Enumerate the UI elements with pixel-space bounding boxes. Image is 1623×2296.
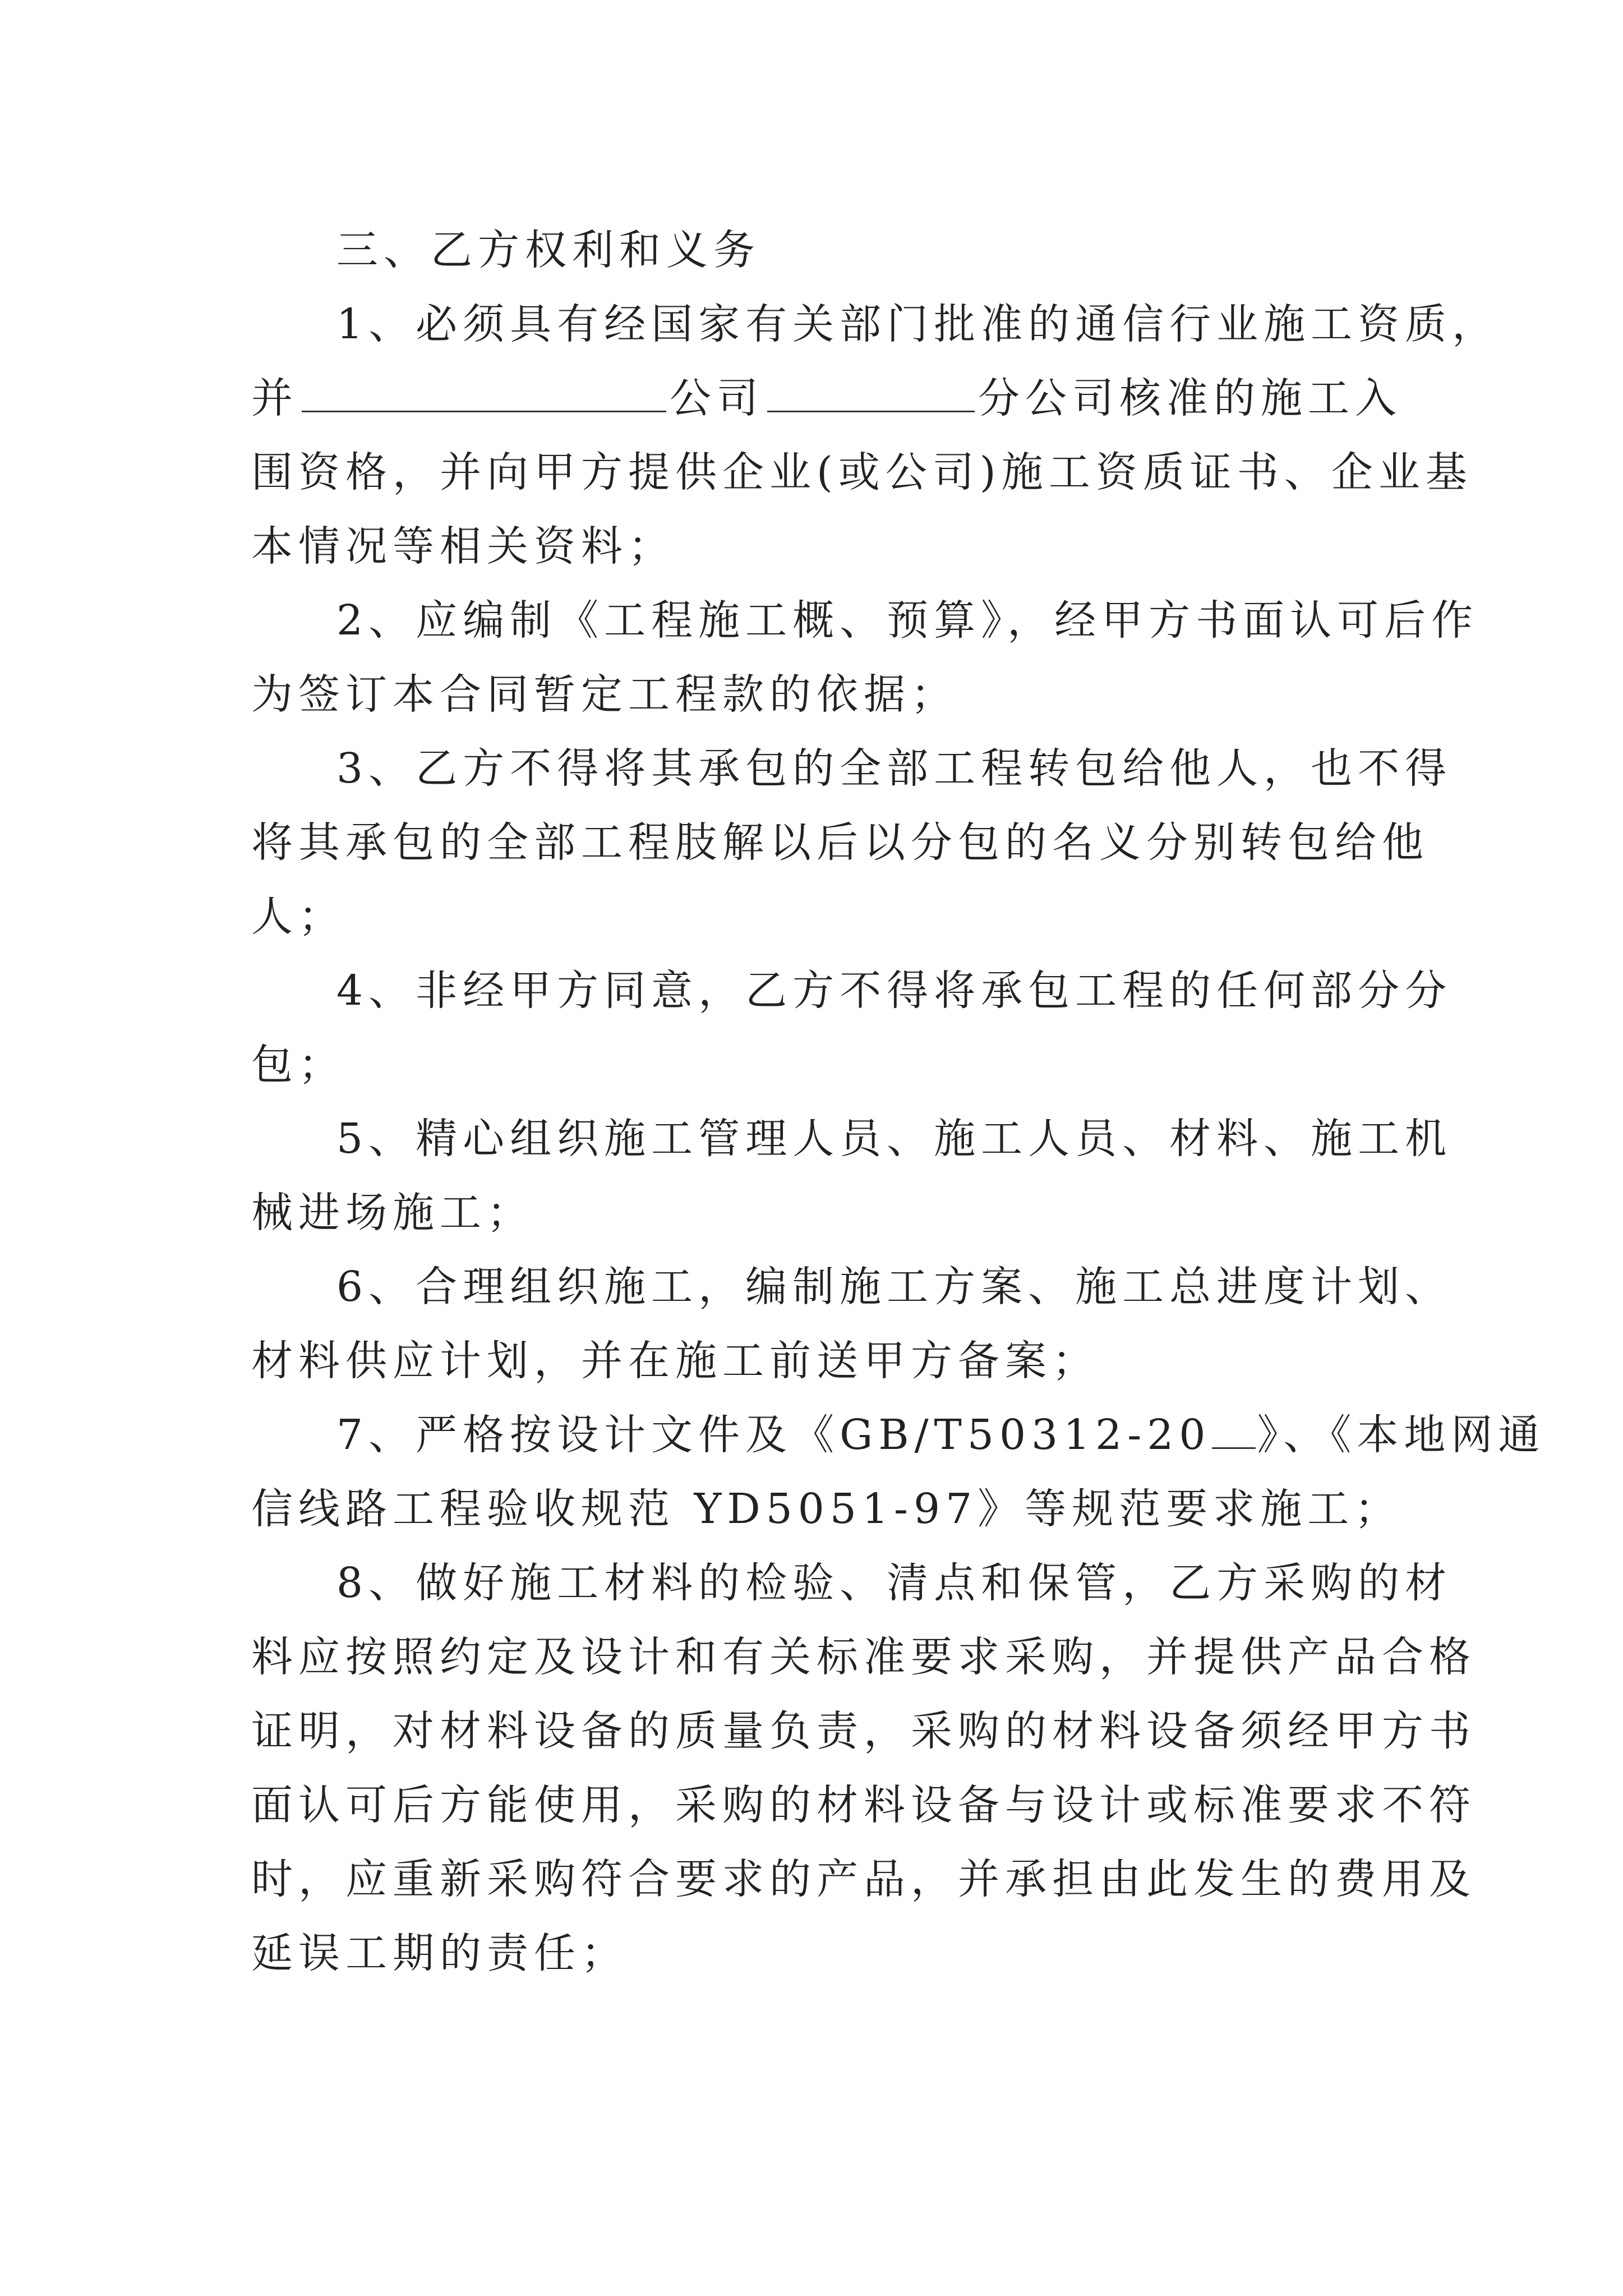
paragraph-line: 1、必须具有经国家有关部门批准的通信行业施工资质，: [336, 300, 1500, 348]
text-segment: 分公司核准的施工入: [978, 374, 1402, 422]
paragraph-line: 面认可后方能使用，采购的材料设备与设计或标准要求不符: [251, 1781, 1476, 1829]
fill-in-blank[interactable]: [767, 367, 975, 412]
fill-in-blank[interactable]: [302, 367, 666, 412]
paragraph-line: 2、应编制《工程施工概、预算》，经甲方书面认可后作: [336, 596, 1479, 645]
paragraph-line: 4、非经甲方同意，乙方不得将承包工程的任何部分分: [336, 967, 1453, 1015]
paragraph-line: 信线路工程验收规范 YD5051-97》等规范要求施工；: [251, 1485, 1402, 1533]
paragraph-line: 时，应重新采购符合要求的产品，并承担由此发生的费用及: [251, 1855, 1476, 1903]
fill-in-blank[interactable]: [1212, 1404, 1256, 1449]
text-segment: 》、《本地网通: [1257, 1411, 1546, 1459]
paragraph-line: 8、做好施工材料的检验、清点和保管，乙方采购的材: [336, 1559, 1453, 1607]
paragraph-line-with-blank: [251, 1398, 1546, 1472]
text-segment: 并: [251, 374, 298, 422]
text-segment: 公司: [670, 374, 764, 422]
paragraph-line: 材料供应计划，并在施工前送甲方备案；: [251, 1337, 1099, 1385]
paragraph-line-with-blanks: [251, 361, 1402, 435]
paragraph-line: 3、乙方不得将其承包的全部工程转包给他人，也不得: [336, 744, 1453, 793]
paragraph-line: 包；: [251, 1041, 345, 1089]
section-heading: 三、乙方权利和义务: [336, 226, 760, 274]
paragraph-line: 6、合理组织施工，编制施工方案、施工总进度计划、: [336, 1263, 1453, 1311]
paragraph-line: 为签订本合同暂定工程款的依据；: [251, 670, 958, 719]
paragraph-line: 料应按照约定及设计和有关标准要求采购，并提供产品合格: [251, 1633, 1476, 1681]
document-page: [251, 213, 1546, 1990]
paragraph-line: 本情况等相关资料；: [251, 522, 675, 570]
paragraph-line: 围资格，并向甲方提供企业(或公司)施工资质证书、企业基: [251, 448, 1473, 496]
paragraph-line: 械进场施工；: [251, 1189, 534, 1237]
paragraph-line: 证明，对材料设备的质量负责，采购的材料设备须经甲方书: [251, 1707, 1476, 1755]
paragraph-line: 5、精心组织施工管理人员、施工人员、材料、施工机: [336, 1115, 1453, 1163]
paragraph-line: 延误工期的责任；: [251, 1929, 628, 1977]
text-segment: 7、严格按设计文件及《GB/T50312-20: [336, 1411, 1211, 1459]
paragraph-line: 人；: [251, 892, 345, 941]
paragraph-line: 将其承包的全部工程肢解以后以分包的名义分别转包给他: [251, 818, 1429, 867]
